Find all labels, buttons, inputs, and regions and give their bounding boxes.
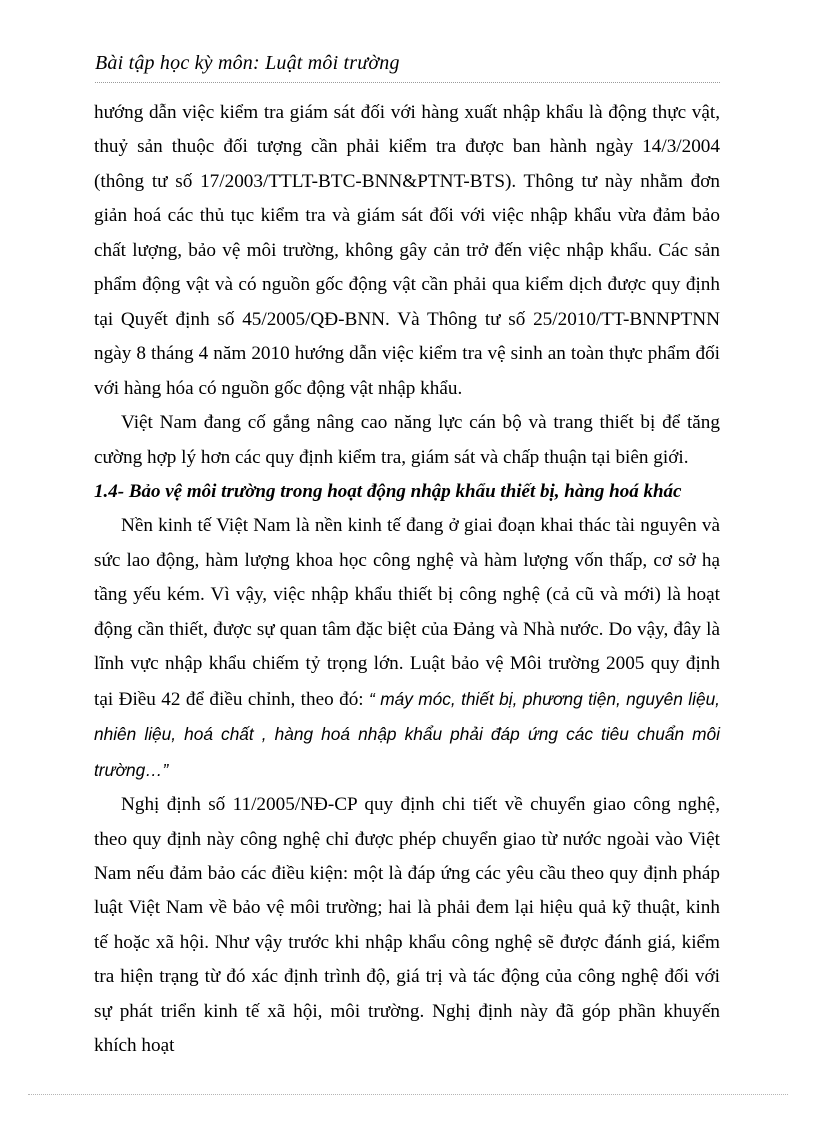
paragraph-continuation: hướng dẫn việc kiểm tra giám sát đối với hàng xuất nhập khẩu là động thực vật, thuỷ sản thuộc đối tượng cần phải kiểm tra được ban hành ngày 14/3/2004 (thông tư số 17/2003/TTLT-BTC-BNN&PTNT-BTS). Thông tư này nhằm đơn giản hoá các thủ tục kiểm tra và giám sát đối với việc nhập khẩu vừa đảm bảo chất lượng, bảo vệ môi trường, không gây cản trở đến việc nhập khẩu. Các sản phẩm động vật và có nguồn gốc động vật cần phải qua kiểm dịch được quy định tại Quyết định số 45/2005/QĐ-BNN. Và Thông tư số 25/2010/TT-BNNPTNN ngày 8 tháng 4 năm 2010 hướng dẫn việc kiểm tra vệ sinh an toàn thực phẩm đối với hàng hóa có nguồn gốc động vật nhập khẩu.	[94, 102, 720, 399]
header-divider	[95, 82, 720, 83]
paragraph-economy-text: Nền kinh tế Việt Nam là nền kinh tế đang ở giai đoạn khai thác tài nguyên và sức lao động, hàm lượng khoa học công nghệ và hàm lượng vốn thấp, cơ sở hạ tầng yếu kém. Vì vậy, việc nhập khẩu thiết bị công nghệ (cả cũ và mới) là hoạt động cần thiết, được sự quan tâm đặc biệt của Đảng và Nhà nước. Do vậy, đây là lĩnh vực nhập khẩu chiếm tỷ trọng lớn. Luật bảo vệ Môi trường 2005 quy định tại Điều 42 để điều chỉnh, theo đó:	[94, 515, 720, 710]
footer-divider	[28, 1094, 788, 1095]
section-heading-text: 1.4- Bảo vệ môi trường trong hoạt động nhập khẩu thiết bị, hàng hoá khác	[94, 480, 682, 502]
page-header: Bài tập học kỳ môn: Luật môi trường	[95, 52, 400, 74]
law-quote: “ máy móc, thiết bị, phương tiện, nguyên liệu, nhiên liệu, hoá chất , hàng hoá nhập khẩu phải đáp ứng các tiêu chuẩn môi trường…”	[94, 688, 720, 780]
paragraph-capacity: Việt Nam đang cố gắng nâng cao năng lực cán bộ và trang thiết bị để tăng cường hợp lý hơn các quy định kiểm tra, giám sát và chấp thuận tại biên giới.	[94, 412, 720, 468]
paragraph-economy	[94, 509, 720, 788]
section-heading-1-4	[94, 475, 720, 509]
document-body	[94, 96, 720, 1064]
paragraph-decree: Nghị định số 11/2005/NĐ-CP quy định chi tiết về chuyển giao công nghệ, theo quy định này công nghệ chỉ được phép chuyển giao từ nước ngoài vào Việt Nam nếu đảm bảo các điều kiện: một là đáp ứng các yêu cầu theo quy định pháp luật Việt Nam về bảo vệ môi trường; hai là phải đem lại hiệu quả kỹ thuật, kinh tế hoặc xã hội. Như vậy trước khi nhập khẩu công nghệ sẽ được đánh giá, kiểm tra hiện trạng từ đó xác định trình độ, giá trị và tác động của công nghệ đối với sự phát triển kinh tế xã hội, môi trường. Nghị định này đã góp phần khuyến khích hoạt	[94, 794, 720, 1057]
